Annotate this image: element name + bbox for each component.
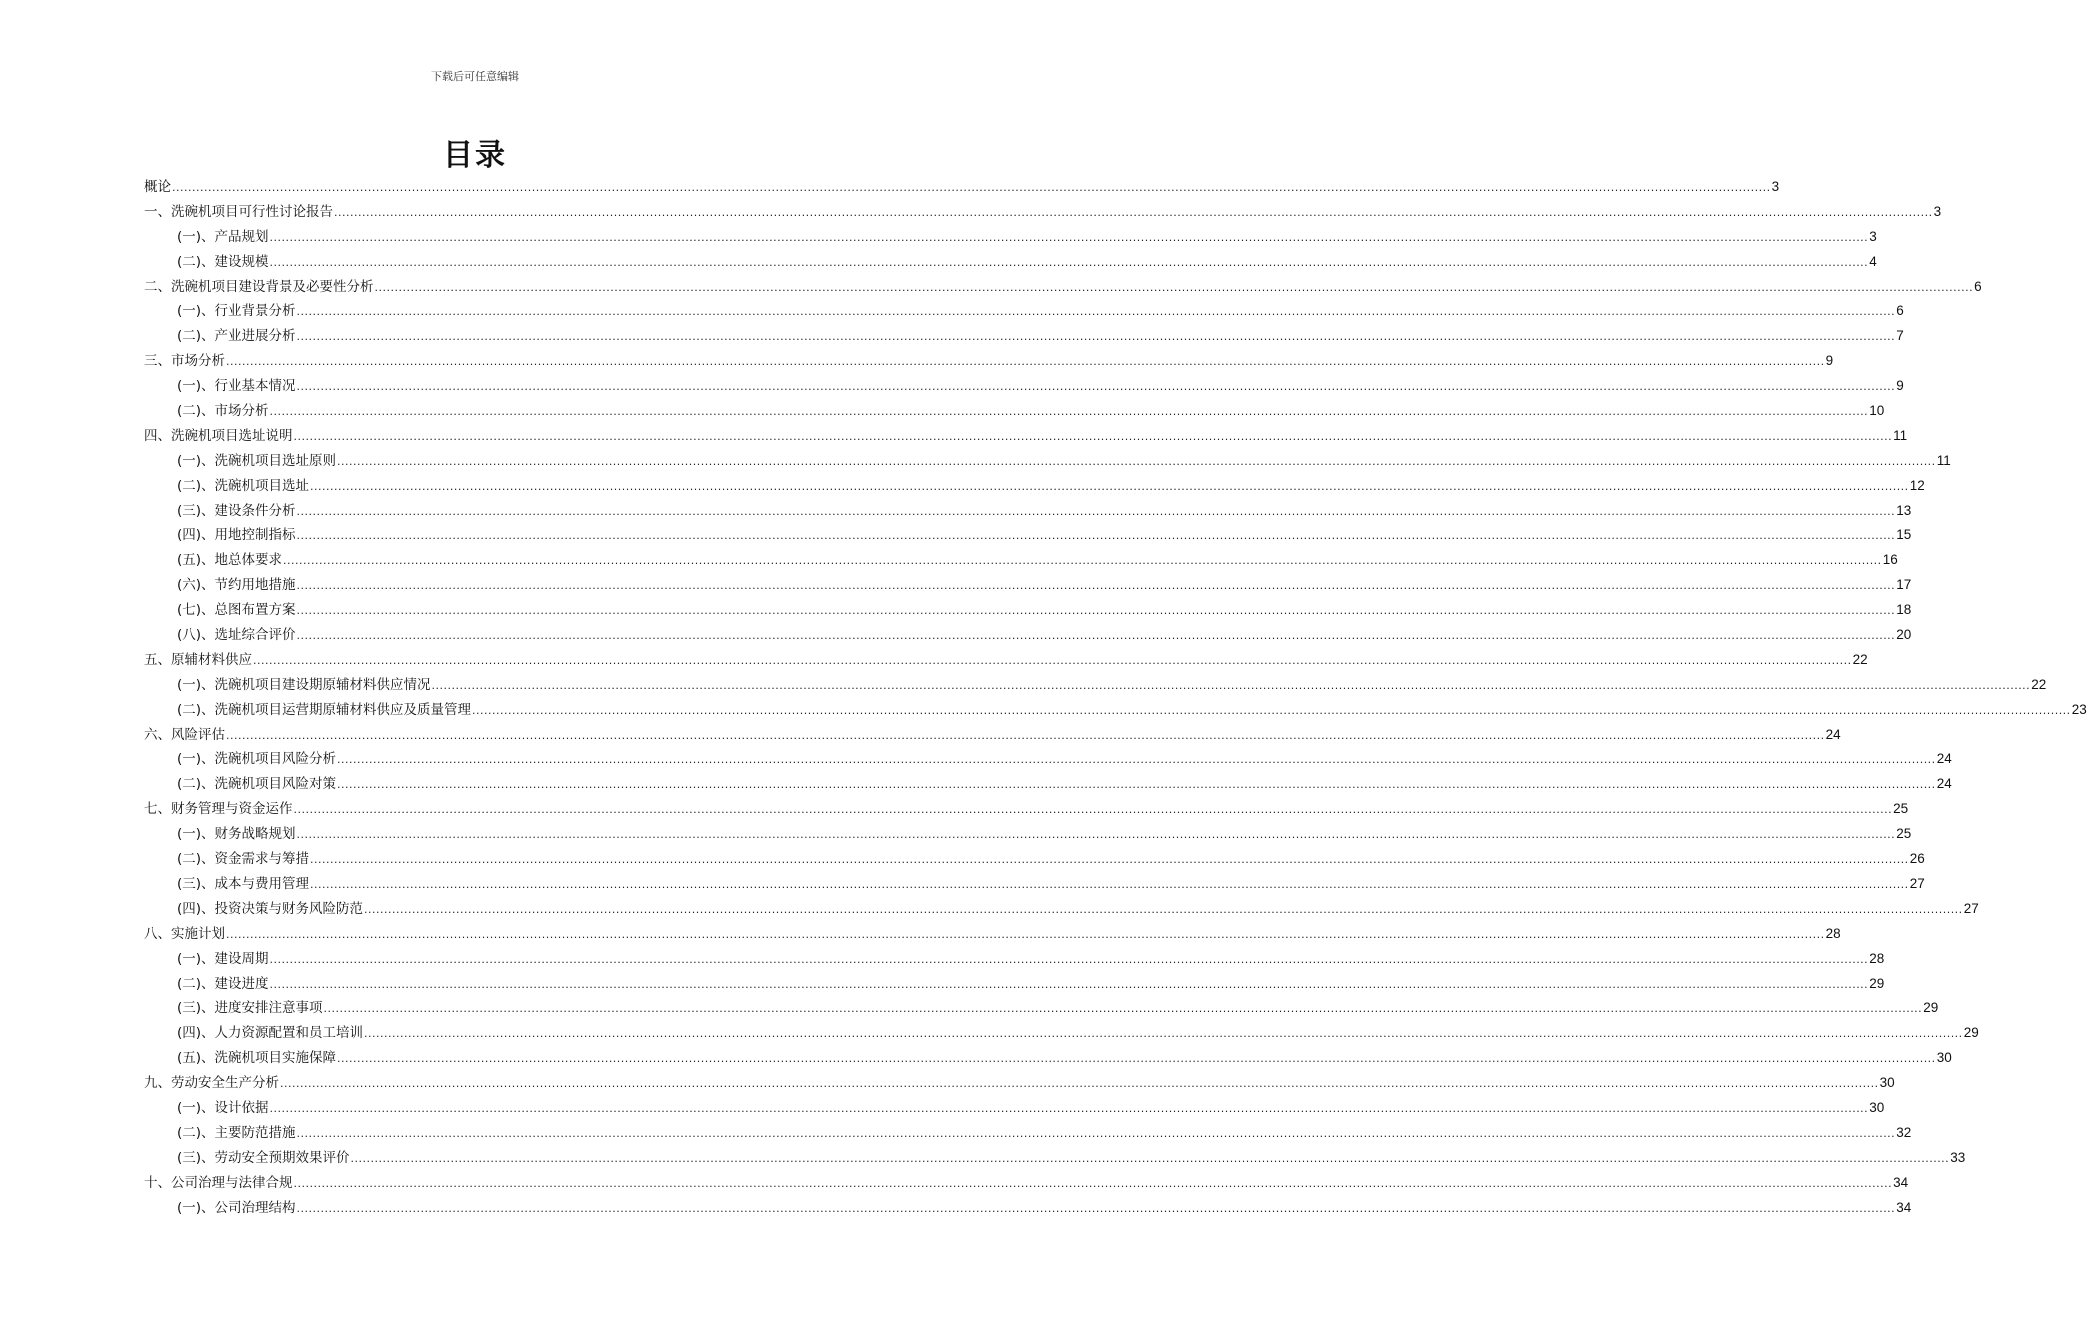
toc-entry-title: (二)、洗碗机项目风险对策 bbox=[177, 776, 337, 793]
toc-entry-title: (二)、资金需求与筹措 bbox=[177, 851, 310, 868]
toc-page-number: 9 bbox=[1896, 378, 1904, 394]
toc-entry-title: (二)、市场分析 bbox=[177, 403, 269, 420]
toc-page-number: 22 bbox=[1852, 651, 1868, 667]
toc-entry-title: (一)、设计依据 bbox=[177, 1099, 269, 1116]
toc-page-number: 33 bbox=[1950, 1149, 1966, 1165]
toc-page-number: 34 bbox=[1893, 1174, 1909, 1190]
toc-dot-leader: ................................................................................................................................................................................................................................................................................................................................................................................................................ bbox=[172, 181, 1771, 194]
toc-page-number: 30 bbox=[1936, 1050, 1952, 1066]
toc-subentry[interactable] bbox=[144, 996, 1939, 1021]
toc-dot-leader: ................................................................................................................................................................................................................................................................................................................................................................................................................ bbox=[296, 604, 1896, 618]
toc-dot-leader: ................................................................................................................................................................................................................................................................................................................................................................................................................ bbox=[269, 1101, 1869, 1115]
toc-page-number: 4 bbox=[1869, 253, 1877, 269]
toc-subentry[interactable] bbox=[144, 972, 1885, 997]
toc-dot-leader: ................................................................................................................................................................................................................................................................................................................................................................................................................ bbox=[293, 803, 1893, 817]
toc-dot-leader: ................................................................................................................................................................................................................................................................................................................................................................................................................ bbox=[364, 1027, 1963, 1041]
toc-subentry[interactable] bbox=[144, 523, 1912, 548]
toc-entry[interactable] bbox=[144, 424, 1908, 449]
toc-subentry[interactable] bbox=[144, 673, 2047, 698]
toc-dot-leader: ................................................................................................................................................................................................................................................................................................................................................................................................................ bbox=[226, 728, 1825, 742]
toc-dot-leader: ................................................................................................................................................................................................................................................................................................................................................................................................................ bbox=[296, 1126, 1896, 1140]
toc-dot-leader: ................................................................................................................................................................................................................................................................................................................................................................................................................ bbox=[296, 629, 1896, 643]
toc-dot-leader: ................................................................................................................................................................................................................................................................................................................................................................................................................ bbox=[310, 877, 1909, 891]
toc-entry-title: (三)、劳动安全预期效果评价 bbox=[177, 1149, 350, 1166]
toc-dot-leader: ................................................................................................................................................................................................................................................................................................................................................................................................................ bbox=[269, 405, 1869, 419]
toc-entry-title: (二)、洗碗机项目选址 bbox=[177, 477, 310, 494]
toc-entry-title: (三)、成本与费用管理 bbox=[177, 875, 310, 892]
toc-entry-title: (三)、建设条件分析 bbox=[177, 502, 296, 519]
toc-page-number: 3 bbox=[1933, 203, 1942, 219]
toc-entry-title: (八)、选址综合评价 bbox=[177, 627, 296, 644]
toc-entry-title: (一)、产品规划 bbox=[177, 228, 269, 245]
toc-dot-leader: ................................................................................................................................................................................................................................................................................................................................................................................................................ bbox=[253, 653, 1852, 667]
toc-entry-title: 七、财务管理与资金运作 bbox=[144, 801, 293, 818]
toc-entry-title: (二)、洗碗机项目运营期原辅材料供应及质量管理 bbox=[177, 701, 472, 718]
toc-entry-title: 六、风险评估 bbox=[144, 726, 225, 743]
toc-entry-title: (一)、洗碗机项目风险分析 bbox=[177, 751, 337, 768]
toc-entry-title: (二)、产业进展分析 bbox=[177, 328, 296, 345]
toc-dot-leader: ................................................................................................................................................................................................................................................................................................................................................................................................................ bbox=[337, 1052, 1936, 1066]
toc-page-number: 20 bbox=[1896, 627, 1912, 643]
toc-page-number: 13 bbox=[1896, 502, 1912, 518]
toc-page-number: 25 bbox=[1893, 801, 1909, 817]
toc-entry[interactable] bbox=[144, 1171, 1909, 1196]
toc-entry-title: (一)、洗碗机项目选址原则 bbox=[177, 452, 337, 469]
toc-subentry[interactable] bbox=[144, 698, 2087, 723]
toc-dot-leader: ................................................................................................................................................................................................................................................................................................................................................................................................................ bbox=[296, 305, 1896, 319]
toc-entry-title: (一)、财务战略规划 bbox=[177, 826, 296, 843]
toc-entry[interactable] bbox=[144, 1071, 1895, 1096]
toc-dot-leader: ................................................................................................................................................................................................................................................................................................................................................................................................................ bbox=[296, 579, 1896, 593]
toc-entry-title: (三)、进度安排注意事项 bbox=[177, 1000, 323, 1017]
toc-entry[interactable] bbox=[144, 797, 1909, 822]
toc-subentry[interactable] bbox=[144, 847, 1925, 872]
toc-page-number: 18 bbox=[1896, 602, 1912, 618]
toc-entry-title: 八、实施计划 bbox=[144, 925, 225, 942]
toc-dot-leader: ................................................................................................................................................................................................................................................................................................................................................................................................................ bbox=[296, 504, 1896, 518]
toc-page-number: 29 bbox=[1963, 1025, 1979, 1041]
toc-entry-title: (二)、主要防范措施 bbox=[177, 1124, 296, 1141]
toc-entry-title: (一)、行业背景分析 bbox=[177, 303, 296, 320]
toc-dot-leader: ................................................................................................................................................................................................................................................................................................................................................................................................................ bbox=[350, 1151, 1950, 1165]
toc-dot-leader: ................................................................................................................................................................................................................................................................................................................................................................................................................ bbox=[323, 1002, 1923, 1016]
toc-page-number: 27 bbox=[1963, 900, 1979, 916]
toc-dot-leader: ................................................................................................................................................................................................................................................................................................................................................................................................................ bbox=[296, 828, 1896, 842]
toc-dot-leader: ................................................................................................................................................................................................................................................................................................................................................................................................................ bbox=[374, 280, 1974, 294]
toc-page-number: 3 bbox=[1869, 228, 1877, 244]
toc-entry-title: (二)、建设规模 bbox=[177, 253, 269, 270]
toc-entry-title: (一)、公司治理结构 bbox=[177, 1199, 296, 1216]
toc-entry[interactable] bbox=[144, 922, 1841, 947]
toc-subentry[interactable] bbox=[144, 1121, 1912, 1146]
toc-page-number: 9 bbox=[1825, 353, 1834, 369]
toc-dot-leader: ................................................................................................................................................................................................................................................................................................................................................................................................................ bbox=[269, 230, 1869, 244]
toc-page-number: 24 bbox=[1825, 726, 1841, 742]
toc-page-number: 28 bbox=[1869, 950, 1885, 966]
toc-page-number: 10 bbox=[1869, 403, 1885, 419]
toc-subentry[interactable] bbox=[144, 374, 1904, 399]
toc-entry-title: (二)、建设进度 bbox=[177, 975, 269, 992]
toc-entry-title: (一)、行业基本情况 bbox=[177, 378, 296, 395]
toc-subentry[interactable] bbox=[144, 897, 1979, 922]
toc-subentry[interactable] bbox=[144, 623, 1912, 648]
toc-entry[interactable] bbox=[144, 349, 1834, 374]
toc-subentry[interactable] bbox=[144, 399, 1885, 424]
toc-entry-title: (七)、总图布置方案 bbox=[177, 602, 296, 619]
toc-dot-leader: ................................................................................................................................................................................................................................................................................................................................................................................................................ bbox=[293, 1176, 1893, 1190]
toc-subentry[interactable] bbox=[144, 1146, 1966, 1171]
toc-subentry[interactable] bbox=[144, 225, 1877, 250]
toc-dot-leader: ................................................................................................................................................................................................................................................................................................................................................................................................................ bbox=[334, 205, 1933, 219]
toc-subentry[interactable] bbox=[144, 299, 1904, 324]
header-note: 下载后可任意编辑 bbox=[431, 70, 519, 83]
toc-dot-leader: ................................................................................................................................................................................................................................................................................................................................................................................................................ bbox=[226, 355, 1825, 369]
toc-dot-leader: ................................................................................................................................................................................................................................................................................................................................................................................................................ bbox=[310, 853, 1909, 867]
toc-entry[interactable] bbox=[144, 275, 1982, 300]
toc-dot-leader: ................................................................................................................................................................................................................................................................................................................................................................................................................ bbox=[310, 479, 1909, 493]
toc-page-number: 6 bbox=[1896, 303, 1904, 319]
toc-dot-leader: ................................................................................................................................................................................................................................................................................................................................................................................................................ bbox=[337, 753, 1936, 767]
toc-page-number: 24 bbox=[1936, 751, 1952, 767]
toc-subentry[interactable] bbox=[144, 872, 1925, 897]
toc-entry-title: (五)、地总体要求 bbox=[177, 552, 283, 569]
toc-entry-title: 十、公司治理与法律合规 bbox=[144, 1174, 293, 1191]
toc-dot-leader: ................................................................................................................................................................................................................................................................................................................................................................................................................ bbox=[269, 255, 1869, 269]
toc-entry[interactable] bbox=[144, 200, 1942, 225]
toc-page-number: 17 bbox=[1896, 577, 1912, 593]
toc-page-number: 3 bbox=[1771, 179, 1780, 194]
toc-subentry[interactable] bbox=[144, 598, 1912, 623]
toc-page-number: 26 bbox=[1909, 851, 1925, 867]
toc-entry-title: 概论 bbox=[144, 179, 171, 195]
toc-dot-leader: ................................................................................................................................................................................................................................................................................................................................................................................................................ bbox=[337, 778, 1936, 792]
toc-page-number: 16 bbox=[1882, 552, 1898, 568]
toc-dot-leader: ................................................................................................................................................................................................................................................................................................................................................................................................................ bbox=[364, 902, 1963, 916]
toc-dot-leader: ................................................................................................................................................................................................................................................................................................................................................................................................................ bbox=[269, 952, 1869, 966]
toc-page-number: 12 bbox=[1909, 477, 1925, 493]
toc-page-number: 22 bbox=[2031, 676, 2047, 692]
toc-subentry[interactable] bbox=[144, 1096, 1885, 1121]
toc-entry-title: (四)、用地控制指标 bbox=[177, 527, 296, 544]
table-of-contents bbox=[144, 175, 2087, 1220]
toc-entry-title: (一)、洗碗机项目建设期原辅材料供应情况 bbox=[177, 676, 431, 693]
toc-dot-leader: ................................................................................................................................................................................................................................................................................................................................................................................................................ bbox=[296, 529, 1896, 543]
toc-dot-leader: ................................................................................................................................................................................................................................................................................................................................................................................................................ bbox=[472, 703, 2071, 717]
toc-page-number: 29 bbox=[1923, 1000, 1939, 1016]
toc-subentry[interactable] bbox=[144, 573, 1912, 598]
toc-entry-title: 四、洗碗机项目选址说明 bbox=[144, 427, 293, 444]
toc-dot-leader: ................................................................................................................................................................................................................................................................................................................................................................................................................ bbox=[431, 678, 2031, 692]
toc-dot-leader: ................................................................................................................................................................................................................................................................................................................................................................................................................ bbox=[337, 454, 1936, 468]
toc-page-number: 30 bbox=[1879, 1075, 1895, 1091]
toc-entry[interactable] bbox=[144, 175, 1780, 200]
toc-entry[interactable] bbox=[144, 648, 1868, 673]
toc-dot-leader: ................................................................................................................................................................................................................................................................................................................................................................................................................ bbox=[296, 330, 1896, 344]
toc-entry-title: 二、洗碗机项目建设背景及必要性分析 bbox=[144, 278, 374, 295]
toc-page-number: 34 bbox=[1896, 1199, 1912, 1215]
toc-dot-leader: ................................................................................................................................................................................................................................................................................................................................................................................................................ bbox=[283, 554, 1882, 568]
toc-entry[interactable] bbox=[144, 723, 1841, 748]
toc-dot-leader: ................................................................................................................................................................................................................................................................................................................................................................................................................ bbox=[296, 380, 1896, 394]
toc-dot-leader: ................................................................................................................................................................................................................................................................................................................................................................................................................ bbox=[296, 1201, 1896, 1215]
toc-entry-title: 一、洗碗机项目可行性讨论报告 bbox=[144, 203, 333, 220]
toc-entry-title: (六)、节约用地措施 bbox=[177, 577, 296, 594]
toc-entry-title: 五、原辅材料供应 bbox=[144, 651, 252, 668]
toc-subentry[interactable] bbox=[144, 822, 1912, 847]
toc-subentry[interactable] bbox=[144, 324, 1904, 349]
toc-page-number: 27 bbox=[1909, 875, 1925, 891]
toc-page-number: 24 bbox=[1936, 776, 1952, 792]
toc-entry-title: (五)、洗碗机项目实施保障 bbox=[177, 1050, 337, 1067]
toc-page-number: 29 bbox=[1869, 975, 1885, 991]
toc-subentry[interactable] bbox=[144, 449, 1951, 474]
toc-subentry[interactable] bbox=[144, 548, 1898, 573]
toc-entry-title: (四)、投资决策与财务风险防范 bbox=[177, 900, 364, 917]
toc-dot-leader: ................................................................................................................................................................................................................................................................................................................................................................................................................ bbox=[280, 1077, 1879, 1091]
toc-subentry[interactable] bbox=[144, 772, 1952, 797]
toc-page-number: 28 bbox=[1825, 925, 1841, 941]
toc-entry-title: (一)、建设周期 bbox=[177, 950, 269, 967]
toc-page-number: 11 bbox=[1936, 452, 1951, 468]
toc-entry-title: 九、劳动安全生产分析 bbox=[144, 1075, 279, 1092]
toc-page-number: 23 bbox=[2071, 701, 2087, 717]
toc-dot-leader: ................................................................................................................................................................................................................................................................................................................................................................................................................ bbox=[293, 429, 1893, 443]
toc-subentry[interactable] bbox=[144, 499, 1912, 524]
toc-dot-leader: ................................................................................................................................................................................................................................................................................................................................................................................................................ bbox=[269, 977, 1869, 991]
toc-subentry[interactable] bbox=[144, 1196, 1912, 1221]
toc-subentry[interactable] bbox=[144, 250, 1877, 275]
toc-subentry[interactable] bbox=[144, 1046, 1952, 1071]
toc-page-number: 6 bbox=[1974, 278, 1982, 294]
toc-entry-title: (四)、人力资源配置和员工培训 bbox=[177, 1025, 364, 1042]
toc-entry-title: 三、市场分析 bbox=[144, 353, 225, 370]
toc-page-number: 25 bbox=[1896, 826, 1912, 842]
toc-page-number: 11 bbox=[1893, 427, 1908, 443]
toc-page-number: 32 bbox=[1896, 1124, 1912, 1140]
toc-subentry[interactable] bbox=[144, 474, 1925, 499]
toc-subentry[interactable] bbox=[144, 947, 1885, 972]
toc-subentry[interactable] bbox=[144, 1021, 1979, 1046]
toc-page-number: 15 bbox=[1896, 527, 1912, 543]
toc-dot-leader: ................................................................................................................................................................................................................................................................................................................................................................................................................ bbox=[226, 927, 1825, 941]
toc-page-number: 30 bbox=[1869, 1099, 1885, 1115]
toc-page-number: 7 bbox=[1896, 328, 1904, 344]
toc-subentry[interactable] bbox=[144, 747, 1952, 772]
toc-title: 目录 bbox=[443, 138, 507, 173]
